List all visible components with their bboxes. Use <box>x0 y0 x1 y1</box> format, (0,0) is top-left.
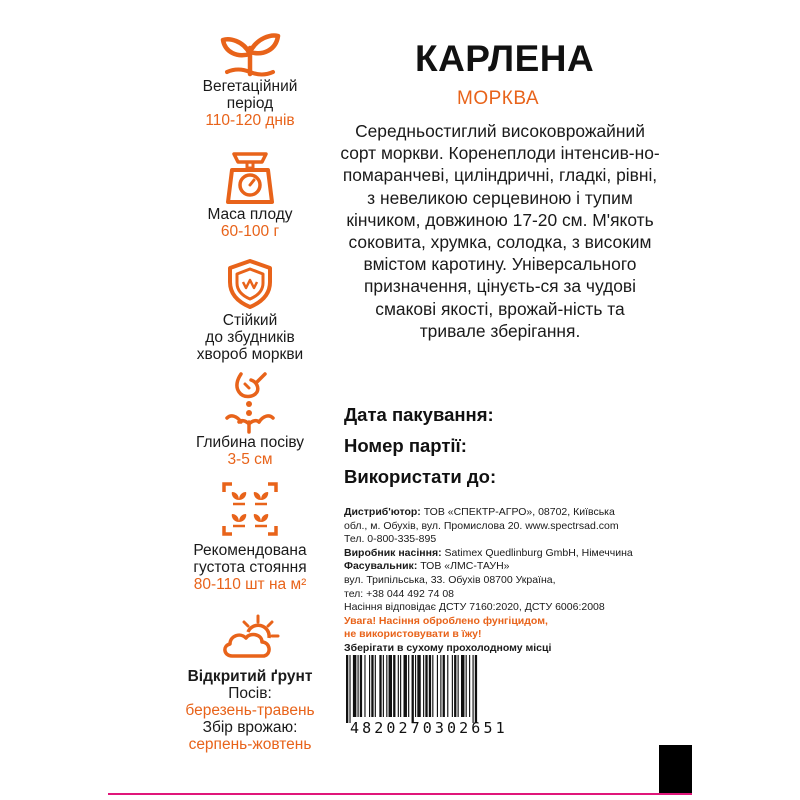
warning-line-2: не використовувати в їжу! <box>344 628 482 641</box>
barcode-bar <box>412 655 414 723</box>
distributor-line-3: Тел. 0-800-335-895 <box>344 533 437 546</box>
barcode-bar <box>432 655 433 717</box>
barcode-bar <box>417 655 420 717</box>
producer-label: Виробник насіння: <box>344 546 442 559</box>
barcode-number: 4820270302651 <box>350 719 508 737</box>
barcode-bar <box>360 655 362 717</box>
bottom-line <box>108 793 692 795</box>
barcode-bar <box>469 655 470 717</box>
resistance-label-2: до збудників <box>205 329 295 346</box>
barcode-bar <box>454 655 456 717</box>
standard-text: Насіння відповідає ДСТУ 7160:2020, ДСТУ 6006:2008 <box>344 601 605 613</box>
barcode-bar <box>466 655 467 717</box>
barcode-bar <box>415 655 416 717</box>
barcode-bar <box>404 655 407 717</box>
depth-label: Глибина посіву <box>195 434 305 451</box>
barcode-bar <box>425 655 427 717</box>
sowing-value: березень-травень <box>185 702 315 719</box>
barcode-bar <box>349 655 350 723</box>
packer-line-1: ТОВ «ЛМС-ТАУН» <box>417 560 510 573</box>
storage-text: Зберігати в сухому прохолодному місці <box>344 641 552 654</box>
registration-mark <box>659 745 692 793</box>
barcode-bar <box>358 655 359 717</box>
density-value: 80-110 шт на м² <box>193 576 307 593</box>
barcode-bar <box>458 655 459 717</box>
ground-title: Відкритий ґрунт <box>187 668 313 685</box>
packer-label: Фасувальник: <box>344 560 418 573</box>
harvest-value: серпень-жовтень <box>188 736 312 753</box>
barcode-bar <box>408 655 409 717</box>
plant-grid-icon <box>220 480 280 538</box>
scale-icon <box>220 148 280 206</box>
resistance-label-1: Стійкий <box>222 312 278 329</box>
shield-icon <box>224 258 276 310</box>
distributor-line-1: ТОВ «СПЕКТР-АГРО», 08702, Київська <box>420 506 615 518</box>
barcode-bar <box>400 655 401 717</box>
standards-info <box>344 601 605 655</box>
barcode <box>342 655 525 723</box>
barcode-bar <box>473 655 474 723</box>
barcode-bar <box>437 655 438 717</box>
distributor-line-2: обл., м. Обухів, вул. Промислова 20. www.spectrsad.com <box>344 519 619 532</box>
barcode-bar <box>383 655 384 717</box>
producer-value: Satimex Quedlinburg GmbH, Німеччина <box>441 546 633 559</box>
weather-icon <box>218 612 282 662</box>
batch-field: Номер партії: <box>344 435 467 456</box>
barcode-bar <box>443 655 445 717</box>
use-by-field: Використати до: <box>344 466 497 487</box>
barcode-bar <box>389 655 392 717</box>
resistance-label-3: хвороб моркви <box>196 346 304 363</box>
mass-value: 60-100 г <box>220 223 280 240</box>
pack-date-field: Дата пакування: <box>344 404 494 425</box>
barcode-bar <box>398 655 399 717</box>
barcode-bar <box>461 655 464 717</box>
feature-depth <box>160 370 340 468</box>
barcode-bar <box>452 655 453 717</box>
barcode-bar <box>369 655 370 717</box>
barcode-bar <box>379 655 381 717</box>
barcode-bar <box>375 655 376 717</box>
feature-resistance <box>160 258 340 363</box>
packer-line-3: тел: +38 044 492 74 08 <box>344 587 455 600</box>
mass-label: Маса плоду <box>207 206 293 223</box>
warning-line-1: Увага! Насіння оброблено фунгіцидом, <box>344 614 548 627</box>
barcode-bar <box>447 655 448 717</box>
barcode-bar <box>440 655 441 717</box>
feature-density <box>160 480 340 593</box>
sprout-icon <box>215 30 285 78</box>
product-description: Середньостиглий високоврожайний сорт моркви. Коренеплоди інтенсив-но-помаранчеві, циліндричні, гладкі, рівні, з невеликою серцевиною і тупим кінчиком, довжиною 17-20 см. М'якоть соковита, хрумка, солодка, з високим вмістом каротину. Універсального призначення, цінуєть-ся за чудові смакові якості, врожай-ність та тривале зберігання. <box>340 121 660 341</box>
barcode-bar <box>346 655 348 723</box>
harvest-label: Збір врожаю: <box>202 719 298 736</box>
depth-value: 3-5 см <box>227 451 273 468</box>
feature-ground <box>160 612 340 753</box>
distributor-label: Дистриб'ютор: <box>344 506 421 518</box>
hand-seeding-icon <box>219 370 281 434</box>
feature-mass <box>160 148 340 240</box>
vegetation-label-1: Вегетаційний <box>202 78 298 95</box>
barcode-bar <box>393 655 395 717</box>
packer-line-2: вул. Трипільська, 33. Обухів 08700 Україна, <box>344 573 556 586</box>
product-type: МОРКВА <box>457 88 540 109</box>
feature-vegetation <box>160 30 340 129</box>
sowing-label: Посів: <box>228 685 272 702</box>
distributor-info <box>344 506 633 601</box>
barcode-bar <box>353 655 356 717</box>
vegetation-value: 110-120 днів <box>205 112 295 129</box>
barcode-bar <box>364 655 365 717</box>
vegetation-label-2: період <box>226 95 274 112</box>
barcode-bar <box>429 655 431 717</box>
product-name: КАРЛЕНА <box>415 38 595 79</box>
density-label-1: Рекомендована <box>193 542 307 559</box>
density-label-2: густота стояння <box>193 559 307 576</box>
barcode-bar <box>423 655 424 717</box>
barcode-bar <box>475 655 477 723</box>
barcode-bar <box>371 655 373 717</box>
barcode-bar <box>386 655 387 717</box>
